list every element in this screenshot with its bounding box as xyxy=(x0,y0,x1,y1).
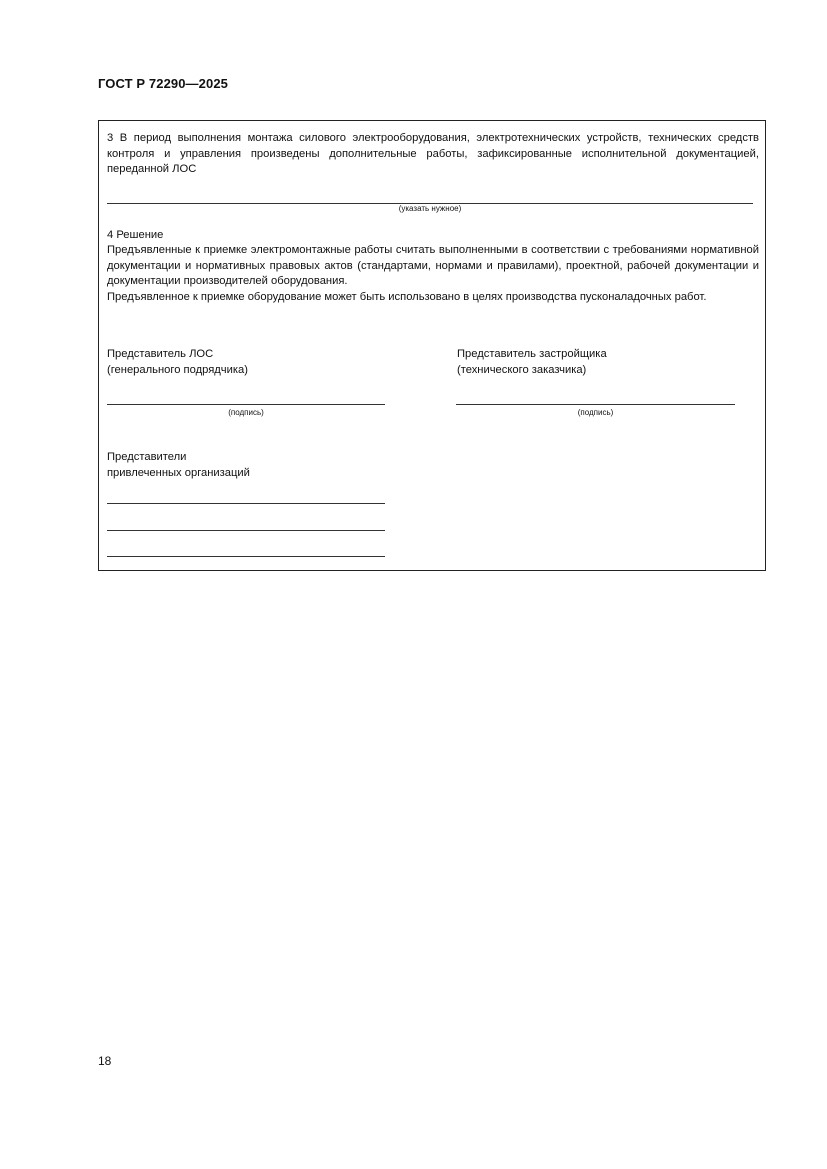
page-number: 18 xyxy=(98,1054,112,1068)
document-code: ГОСТ Р 72290—2025 xyxy=(98,76,228,91)
section-4-heading: 4 Решение xyxy=(107,229,164,241)
third-party-signature-line xyxy=(107,556,385,557)
customer-representative-label: Представитель застройщика (технического заказчика) xyxy=(457,348,607,376)
third-party-representatives-label: Представители привлеченных организаций xyxy=(107,451,250,479)
third-party-signature-line xyxy=(107,503,385,504)
third-party-signature-line xyxy=(107,530,385,531)
contractor-signature-line xyxy=(107,404,385,405)
form-frame xyxy=(98,120,766,571)
section-3-fill-caption: (указать нужное) xyxy=(398,204,462,213)
section-3-text: 3 В период выполнения монтажа силового электрооборудования, электротехнических устройств, технических средств контроля и управления произведены дополнительные работы, зафиксированные исполнительной документацией, переданной ЛОС xyxy=(107,132,759,175)
section-4-body: Предъявленные к приемке электромонтажные работы считать выполненными в соответствии с требованиями нормативной документации и нормативных правовых актов (стандартами, нормами и правилами), проектной, рабочей документации и документации производителей оборудования. Предъявленное к приемке оборудование может быть использовано в целях производства пусконаладочных работ. xyxy=(107,244,759,303)
customer-signature-caption: (подпись) xyxy=(577,408,614,417)
contractor-signature-caption: (подпись) xyxy=(228,408,264,417)
customer-signature-line xyxy=(456,404,735,405)
contractor-representative-label: Представитель ЛОС (генерального подрядчика) xyxy=(107,348,248,376)
